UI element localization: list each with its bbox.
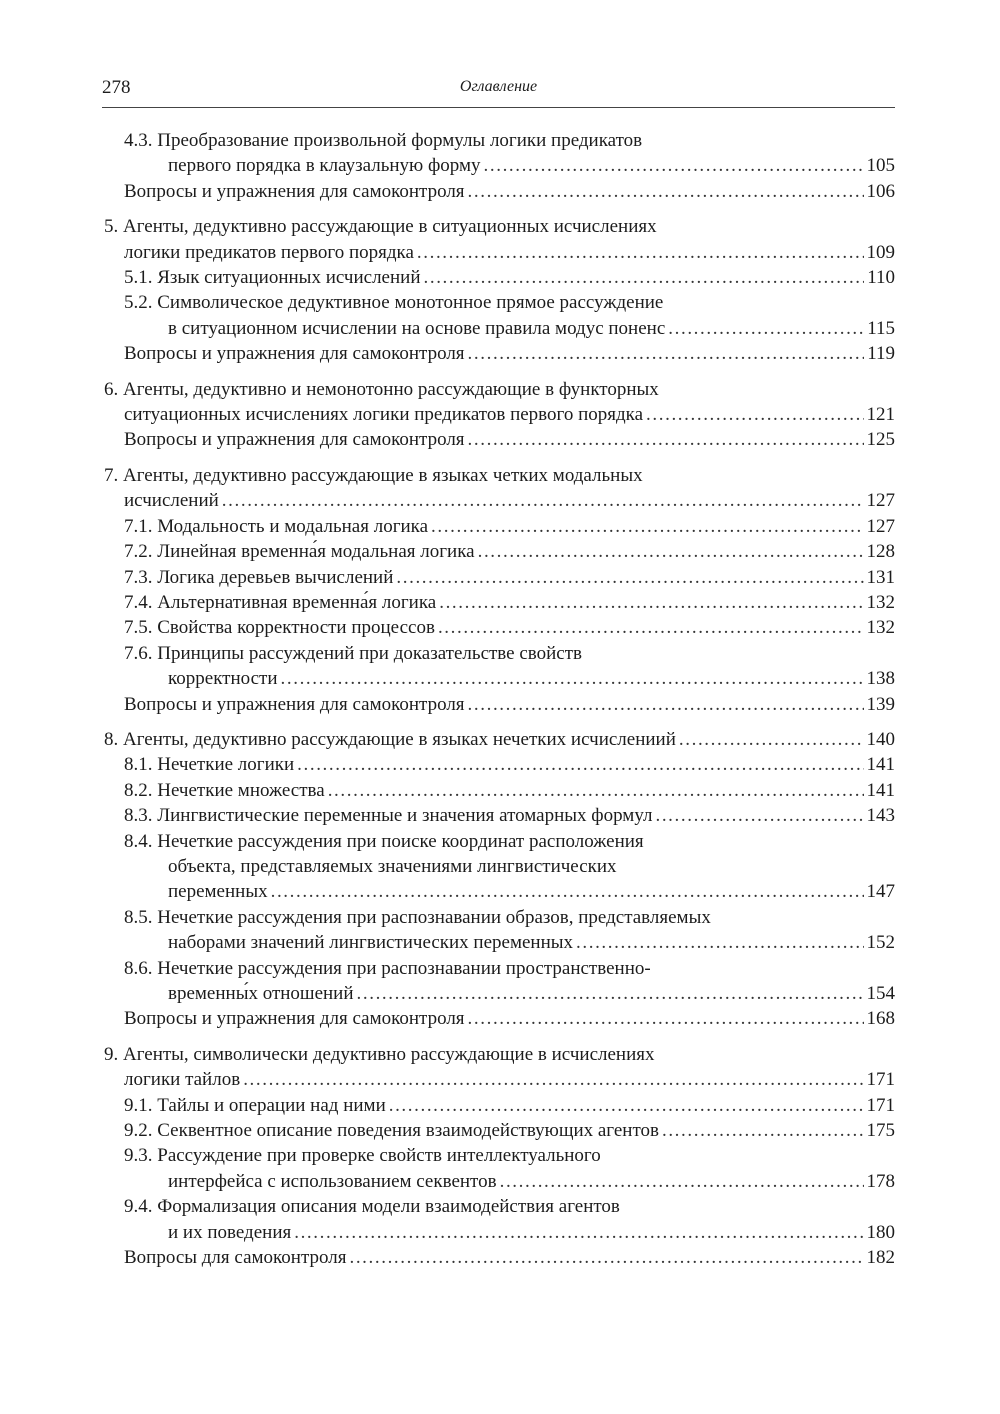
- toc-entry-title: переменных: [168, 881, 268, 903]
- dot-leader: [438, 615, 864, 640]
- toc-entry: [104, 905, 895, 930]
- toc-entry: [104, 727, 895, 752]
- dot-leader: [468, 179, 864, 204]
- running-title: Оглавление: [459, 78, 538, 95]
- dot-leader: [431, 514, 863, 539]
- toc-entry-title: объекта, представляемых значениями лингвистических: [168, 855, 617, 877]
- page-number: 278: [102, 77, 131, 98]
- toc-entry-page: 110: [867, 267, 895, 289]
- dot-leader: [271, 879, 864, 904]
- toc-entry: [104, 879, 895, 904]
- dot-leader: [478, 539, 864, 564]
- toc-entry: [104, 290, 895, 315]
- toc-entry-title: 8.2. Нечеткие множества: [124, 779, 325, 801]
- toc-entry: [104, 615, 895, 640]
- dot-leader: [424, 265, 865, 290]
- table-of-contents: [104, 128, 895, 1280]
- dot-leader: [468, 341, 865, 366]
- toc-entry-title: ситуационных исчислениях логики предикатов первого порядка: [124, 404, 644, 426]
- toc-entry: [104, 463, 895, 488]
- toc-entry: [104, 539, 895, 564]
- toc-entry-title: 9. Агенты, символически дедуктивно рассуждающие в исчислениях: [104, 1043, 655, 1065]
- dot-leader: [328, 778, 864, 803]
- dot-leader: [294, 1220, 863, 1245]
- toc-entry-page: 175: [866, 1120, 895, 1142]
- toc-entry-page: 147: [866, 881, 895, 903]
- toc-entry-title: 5. Агенты, дедуктивно рассуждающие в ситуационных исчислениях: [104, 216, 657, 238]
- toc-entry: [104, 752, 895, 777]
- toc-entry-page: 171: [866, 1069, 895, 1091]
- toc-entry: [104, 1118, 895, 1143]
- toc-entry-page: 119: [867, 343, 895, 365]
- toc-entry-title: и их поведения: [168, 1221, 292, 1243]
- toc-entry-page: 127: [866, 515, 895, 537]
- toc-entry: [104, 153, 895, 178]
- toc-entry: [104, 1042, 895, 1067]
- toc-entry: [104, 981, 895, 1006]
- dot-leader: [655, 803, 863, 828]
- toc-entry-page: 141: [866, 779, 895, 801]
- toc-entry-title: 7. Агенты, дедуктивно рассуждающие в языках четких модальных: [104, 464, 643, 486]
- toc-entry-page: 121: [866, 404, 895, 426]
- toc-section: [104, 1042, 895, 1271]
- toc-entry-title: 7.3. Логика деревьев вычислений: [124, 566, 394, 588]
- dot-leader: [222, 488, 864, 513]
- toc-entry-page: 168: [866, 1008, 895, 1030]
- dot-leader: [500, 1169, 864, 1194]
- toc-entry-page: 141: [866, 754, 895, 776]
- dot-leader: [396, 565, 863, 590]
- toc-entry-title: 8.5. Нечеткие рассуждения при распознавании образов, представляемых: [124, 906, 711, 928]
- toc-entry-page: 139: [866, 693, 895, 715]
- toc-entry-page: 154: [866, 983, 895, 1004]
- toc-entry: [104, 930, 895, 955]
- toc-entry-title: логики предикатов первого порядка: [124, 241, 414, 263]
- toc-entry-title: 9.3. Рассуждение при проверке свойств интеллектуального: [124, 1145, 601, 1167]
- toc-entry-title: 6. Агенты, дедуктивно и немонотонно рассуждающие в функторных: [104, 378, 659, 400]
- toc-entry-title: исчислений: [124, 490, 219, 512]
- toc-entry-page: 127: [866, 490, 895, 512]
- toc-entry: [104, 1194, 895, 1219]
- toc-entry-page: 182: [866, 1247, 895, 1269]
- toc-entry-page: 152: [866, 932, 895, 954]
- toc-entry: [104, 377, 895, 402]
- toc-entry-title: 9.1. Тайлы и операции над ними: [124, 1094, 386, 1116]
- toc-section: [104, 377, 895, 453]
- dot-leader: [679, 727, 864, 752]
- toc-entry-title: временны́х отношений: [168, 983, 354, 1004]
- toc-entry-title: 8.6. Нечеткие рассуждения при распознавании пространственно-: [124, 957, 651, 979]
- toc-section: [104, 128, 895, 204]
- toc-entry: [104, 1169, 895, 1194]
- toc-section: [104, 727, 895, 1032]
- toc-entry: [104, 1067, 895, 1092]
- dot-leader: [468, 1006, 864, 1031]
- toc-entry: [104, 214, 895, 239]
- dot-leader: [357, 981, 864, 1006]
- toc-entry: [104, 1006, 895, 1031]
- toc-entry-title: 7.2. Линейная временна́я модальная логика: [124, 541, 475, 563]
- toc-entry: [104, 128, 895, 153]
- toc-entry: [104, 1220, 895, 1245]
- toc-entry-title: 5.1. Язык ситуационных исчислений: [124, 267, 421, 289]
- dot-leader: [297, 752, 863, 777]
- toc-entry: [104, 240, 895, 265]
- toc-entry-title: 5.2. Символическое дедуктивное монотонное прямое рассуждение: [124, 292, 664, 314]
- toc-entry-title: 8.4. Нечеткие рассуждения при поиске координат расположения: [124, 830, 644, 852]
- toc-entry-title: Вопросы и упражнения для самоконтроля: [124, 1008, 465, 1030]
- toc-entry-page: 109: [866, 241, 895, 263]
- toc-entry-page: 132: [866, 617, 895, 639]
- dot-leader: [468, 692, 864, 717]
- toc-entry-title: наборами значений лингвистических переменных: [168, 932, 574, 954]
- dot-leader: [576, 930, 863, 955]
- toc-entry-title: Вопросы и упражнения для самоконтроля: [124, 343, 465, 365]
- toc-entry: [104, 488, 895, 513]
- toc-entry-page: 106: [866, 180, 895, 202]
- toc-entry: [104, 179, 895, 204]
- dot-leader: [468, 427, 864, 452]
- toc-entry-title: 8.3. Лингвистические переменные и значения атомарных формул: [124, 805, 653, 827]
- toc-entry-page: 115: [867, 317, 895, 339]
- toc-entry: [104, 1245, 895, 1270]
- toc-entry: [104, 265, 895, 290]
- toc-entry-page: 138: [866, 668, 895, 690]
- toc-entry-page: 178: [866, 1170, 895, 1192]
- toc-entry-page: 125: [866, 429, 895, 451]
- toc-entry: [104, 1143, 895, 1168]
- dot-leader: [668, 316, 864, 341]
- toc-entry-title: логики тайлов: [124, 1069, 241, 1091]
- dot-leader: [484, 153, 864, 178]
- toc-entry-title: 7.1. Модальность и модальная логика: [124, 515, 429, 537]
- toc-entry-page: 140: [866, 728, 895, 750]
- toc-section: [104, 214, 895, 366]
- toc-entry-page: 128: [866, 541, 895, 563]
- toc-entry-title: Вопросы и упражнения для самоконтроля: [124, 429, 465, 451]
- toc-entry-title: 8.1. Нечеткие логики: [124, 754, 295, 776]
- toc-entry-page: 143: [866, 805, 895, 827]
- toc-entry-title: первого порядка в клаузальную форму: [168, 155, 481, 177]
- toc-entry-title: Вопросы и упражнения для самоконтроля: [124, 180, 465, 202]
- toc-section: [104, 463, 895, 717]
- toc-entry-page: 132: [866, 591, 895, 613]
- toc-entry-title: 7.4. Альтернативная временна́я логика: [124, 591, 437, 613]
- dot-leader: [439, 590, 863, 615]
- dot-leader: [417, 240, 864, 265]
- toc-entry: [104, 514, 895, 539]
- toc-entry: [104, 803, 895, 828]
- dot-leader: [349, 1245, 863, 1270]
- dot-leader: [662, 1118, 864, 1143]
- toc-entry-title: 7.5. Свойства корректности процессов: [124, 617, 435, 639]
- toc-entry-title: в ситуационном исчислении на основе правила модус поненс: [168, 317, 666, 339]
- toc-entry: [104, 692, 895, 717]
- page-header: [102, 77, 895, 108]
- toc-entry-title: 8. Агенты, дедуктивно рассуждающие в языках нечетких исчислениий: [104, 728, 676, 750]
- toc-entry: [104, 402, 895, 427]
- dot-leader: [389, 1093, 864, 1118]
- toc-entry: [104, 341, 895, 366]
- toc-entry-title: Вопросы и упражнения для самоконтроля: [124, 693, 465, 715]
- toc-entry-title: интерфейса с использованием секвентов: [168, 1170, 497, 1192]
- toc-entry-title: 9.4. Формализация описания модели взаимодействия агентов: [124, 1196, 620, 1218]
- toc-entry-page: 171: [866, 1094, 895, 1116]
- toc-entry: [104, 427, 895, 452]
- toc-entry: [104, 666, 895, 691]
- toc-entry: [104, 829, 895, 854]
- toc-entry-title: корректности: [168, 668, 278, 690]
- dot-leader: [646, 402, 863, 427]
- dot-leader: [243, 1067, 863, 1092]
- toc-entry-title: 4.3. Преобразование произвольной формулы логики предикатов: [124, 130, 643, 151]
- toc-entry-title: 9.2. Секвентное описание поведения взаимодействующих агентов: [124, 1120, 659, 1142]
- toc-entry: [104, 316, 895, 341]
- toc-entry: [104, 854, 895, 879]
- toc-entry: [104, 590, 895, 615]
- toc-entry-page: 131: [866, 566, 895, 588]
- toc-entry: [104, 641, 895, 666]
- toc-entry: [104, 778, 895, 803]
- toc-entry-title: 7.6. Принципы рассуждений при доказательстве свойств: [124, 642, 582, 664]
- toc-entry-page: 180: [866, 1221, 895, 1243]
- toc-entry-page: 105: [866, 155, 895, 177]
- toc-entry-title: Вопросы для самоконтроля: [124, 1247, 347, 1269]
- toc-entry: [104, 565, 895, 590]
- dot-leader: [281, 666, 864, 691]
- toc-entry: [104, 1093, 895, 1118]
- toc-entry: [104, 956, 895, 981]
